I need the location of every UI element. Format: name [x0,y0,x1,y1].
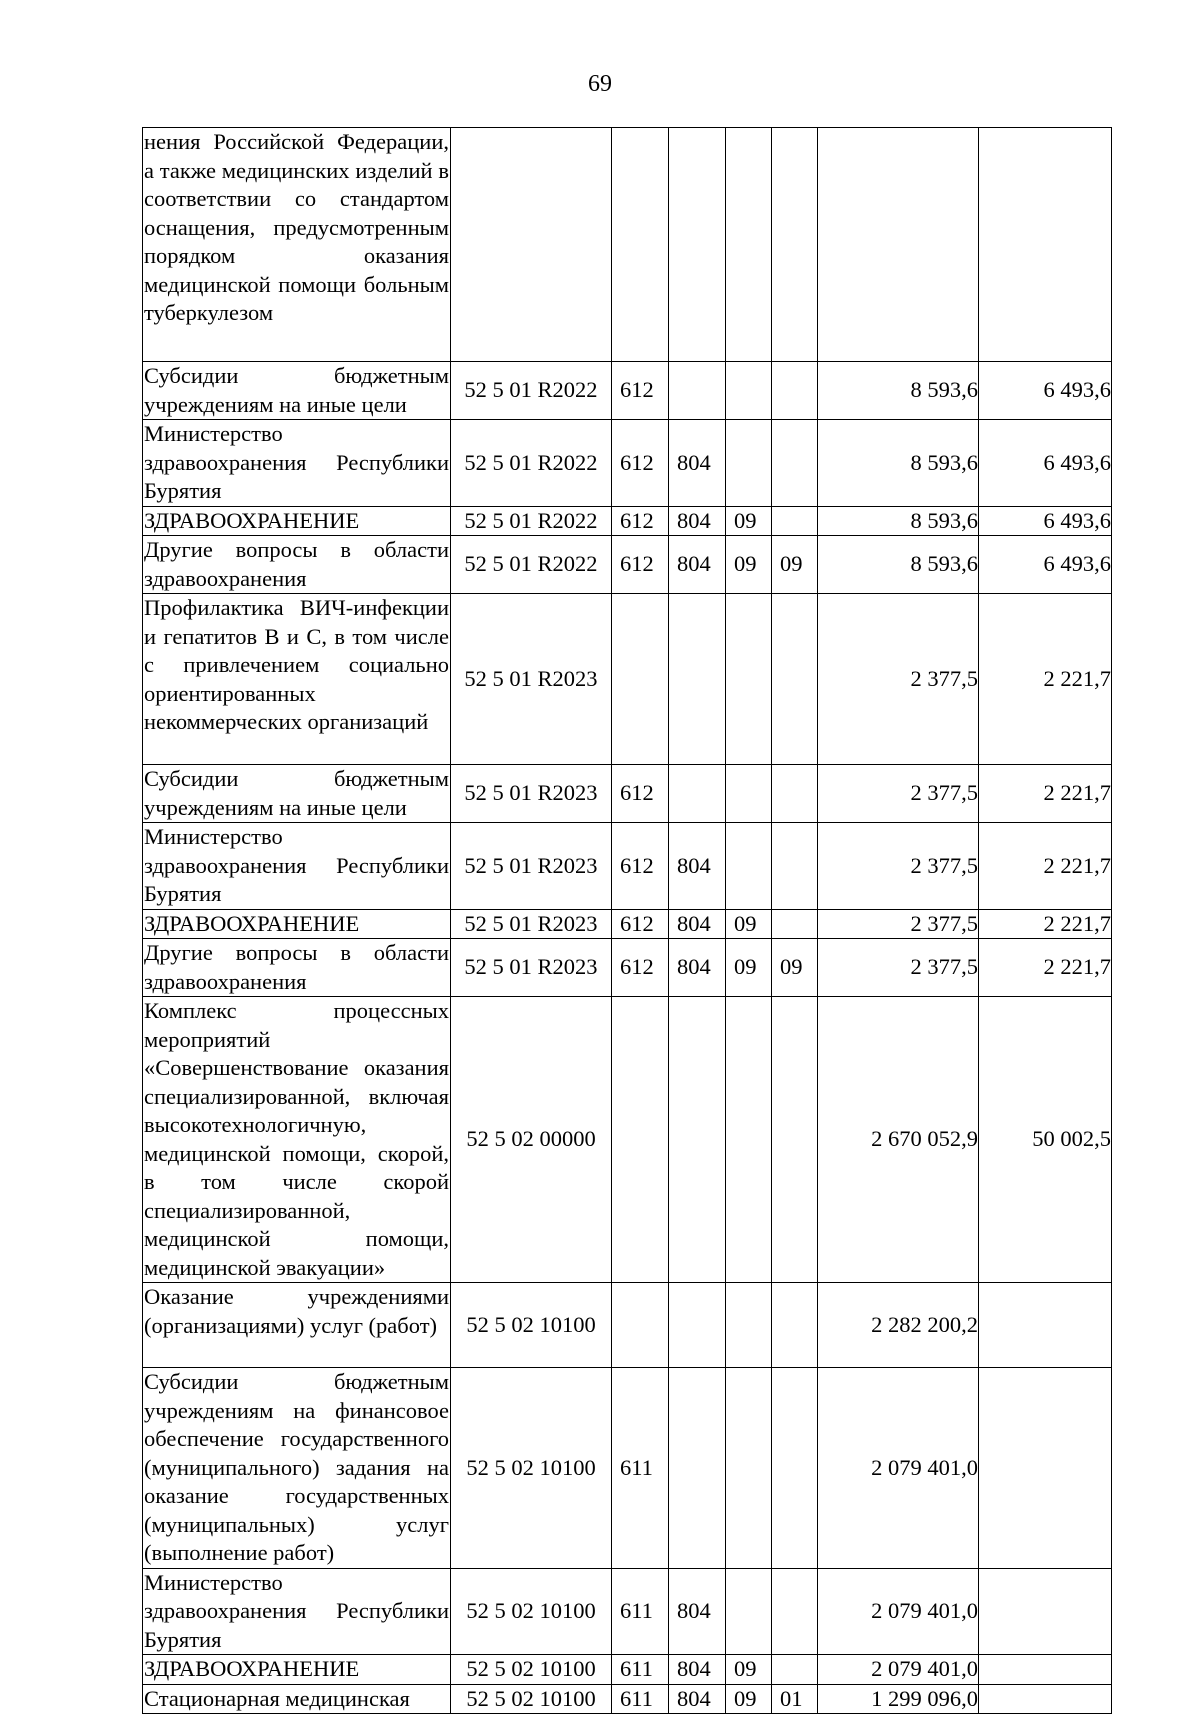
row-name-cell: нения Российской Федерации, а также медицинских изделий в соответствии со стандартом оснащения, предусмотренным порядком оказания медицинской помощи больным туберкулезом [143,128,451,362]
table-row [143,823,1112,910]
row-sum2-cell [979,1568,1112,1655]
row-sum2-cell: 50 002,5 [979,997,1112,1283]
row-vr-cell [612,997,669,1283]
row-code-cell: 52 5 01 R2023 [451,939,612,997]
table-row [143,997,1112,1283]
row-vr-cell: 612 [612,536,669,594]
row-code-cell: 52 5 01 R2023 [451,909,612,939]
row-vr-cell: 612 [612,506,669,536]
row-gr-cell [669,997,726,1283]
row-pr-cell [772,362,818,420]
row-rz-cell [726,362,772,420]
row-vr-cell: 611 [612,1655,669,1685]
row-gr-cell [669,765,726,823]
row-code-cell: 52 5 01 R2023 [451,765,612,823]
row-code-cell: 52 5 01 R2023 [451,823,612,910]
row-code-cell: 52 5 02 00000 [451,997,612,1283]
row-pr-cell: 09 [772,939,818,997]
table-row [143,1568,1112,1655]
row-pr-cell [772,909,818,939]
row-sum2-cell: 2 221,7 [979,594,1112,765]
row-name-cell: ЗДРАВООХРАНЕНИЕ [143,506,451,536]
row-vr-cell: 612 [612,362,669,420]
row-rz-cell: 09 [726,909,772,939]
row-sum2-cell [979,128,1112,362]
row-gr-cell [669,128,726,362]
row-vr-cell: 612 [612,823,669,910]
row-name-cell: Другие вопросы в области здравоохранения [143,939,451,997]
row-gr-cell: 804 [669,1655,726,1685]
row-rz-cell [726,594,772,765]
row-pr-cell [772,506,818,536]
row-sum1-cell: 2 377,5 [818,823,979,910]
row-vr-cell: 611 [612,1368,669,1569]
row-sum1-cell: 2 670 052,9 [818,997,979,1283]
row-sum2-cell: 6 493,6 [979,420,1112,507]
row-pr-cell [772,997,818,1283]
row-rz-cell: 09 [726,506,772,536]
row-name-cell: Министерство здравоохранения Республики Бурятия [143,823,451,910]
table-row [143,506,1112,536]
row-code-cell: 52 5 02 10100 [451,1684,612,1714]
row-sum1-cell: 2 377,5 [818,909,979,939]
row-rz-cell: 09 [726,939,772,997]
row-gr-cell: 804 [669,939,726,997]
row-rz-cell [726,420,772,507]
row-gr-cell [669,362,726,420]
row-vr-cell: 611 [612,1568,669,1655]
row-name-cell: Оказание учреждениями (организациями) услуг (работ) [143,1283,451,1368]
row-sum1-cell: 8 593,6 [818,536,979,594]
row-gr-cell: 804 [669,909,726,939]
row-sum1-cell: 2 079 401,0 [818,1655,979,1685]
row-sum2-cell [979,1655,1112,1685]
row-gr-cell: 804 [669,1684,726,1714]
row-gr-cell: 804 [669,823,726,910]
table-row [143,128,1112,362]
row-sum2-cell: 2 221,7 [979,939,1112,997]
table-row [143,909,1112,939]
row-vr-cell: 611 [612,1684,669,1714]
row-code-cell: 52 5 02 10100 [451,1368,612,1569]
row-sum1-cell: 2 377,5 [818,765,979,823]
row-name-cell: Профилактика ВИЧ-инфекции и гепатитов В и С, в том числе с привлечением социально ориентированных некоммерческих организаций [143,594,451,765]
row-pr-cell [772,765,818,823]
table-body [143,128,1112,1714]
row-code-cell: 52 5 01 R2022 [451,536,612,594]
table-row [143,420,1112,507]
row-sum1-cell: 8 593,6 [818,420,979,507]
row-vr-cell [612,128,669,362]
table-row [143,1655,1112,1685]
row-name-cell: Комплекс процессных мероприятий «Совершенствование оказания специализированной, включая высокотехнологичную, медицинской помощи, скорой, в том числе скорой специализированной, медицинской помощи, медицинской эвакуации» [143,997,451,1283]
row-sum2-cell: 2 221,7 [979,823,1112,910]
row-pr-cell [772,823,818,910]
row-rz-cell [726,1368,772,1569]
row-gr-cell: 804 [669,1568,726,1655]
row-sum1-cell: 2 079 401,0 [818,1568,979,1655]
table-row [143,594,1112,765]
row-pr-cell [772,1568,818,1655]
row-code-cell: 52 5 01 R2022 [451,362,612,420]
row-sum2-cell: 6 493,6 [979,506,1112,536]
table-row [143,1368,1112,1569]
row-vr-cell: 612 [612,765,669,823]
row-gr-cell: 804 [669,506,726,536]
row-sum1-cell [818,128,979,362]
row-rz-cell [726,1283,772,1368]
row-pr-cell [772,1655,818,1685]
row-name-cell: ЗДРАВООХРАНЕНИЕ [143,909,451,939]
row-rz-cell [726,128,772,362]
row-rz-cell [726,997,772,1283]
page-number: 69 [588,71,612,97]
table-row [143,765,1112,823]
row-rz-cell: 09 [726,1655,772,1685]
row-sum2-cell: 6 493,6 [979,362,1112,420]
row-sum2-cell [979,1684,1112,1714]
row-sum1-cell: 8 593,6 [818,506,979,536]
row-sum1-cell: 8 593,6 [818,362,979,420]
row-sum2-cell: 6 493,6 [979,536,1112,594]
row-gr-cell [669,1368,726,1569]
row-sum2-cell: 2 221,7 [979,765,1112,823]
row-vr-cell: 612 [612,420,669,507]
row-pr-cell [772,420,818,507]
row-sum1-cell: 2 377,5 [818,594,979,765]
row-sum2-cell: 2 221,7 [979,909,1112,939]
row-gr-cell: 804 [669,536,726,594]
budget-table [142,127,1112,1714]
table-row [143,536,1112,594]
row-rz-cell [726,765,772,823]
row-pr-cell [772,1283,818,1368]
row-rz-cell [726,823,772,910]
row-sum1-cell: 2 282 200,2 [818,1283,979,1368]
row-pr-cell [772,1368,818,1569]
table-row [143,1283,1112,1368]
row-gr-cell [669,1283,726,1368]
row-code-cell: 52 5 01 R2023 [451,594,612,765]
row-pr-cell [772,594,818,765]
row-gr-cell [669,594,726,765]
row-name-cell: ЗДРАВООХРАНЕНИЕ [143,1655,451,1685]
table-row [143,939,1112,997]
row-sum1-cell: 2 377,5 [818,939,979,997]
row-rz-cell [726,1568,772,1655]
row-code-cell: 52 5 02 10100 [451,1568,612,1655]
row-name-cell: Субсидии бюджетным учреждениям на иные цели [143,765,451,823]
row-name-cell: Стационарная медицинская [143,1684,451,1714]
row-name-cell: Субсидии бюджетным учреждениям на финансовое обеспечение государственного (муниципального) задания на оказание государственных (муниципальных) услуг (выполнение работ) [143,1368,451,1569]
row-sum1-cell: 2 079 401,0 [818,1368,979,1569]
row-rz-cell: 09 [726,536,772,594]
row-pr-cell: 09 [772,536,818,594]
table-row [143,362,1112,420]
row-name-cell: Министерство здравоохранения Республики Бурятия [143,420,451,507]
row-vr-cell [612,594,669,765]
row-name-cell: Министерство здравоохранения Республики Бурятия [143,1568,451,1655]
row-vr-cell: 612 [612,909,669,939]
row-pr-cell: 01 [772,1684,818,1714]
row-code-cell: 52 5 02 10100 [451,1283,612,1368]
row-name-cell: Субсидии бюджетным учреждениям на иные цели [143,362,451,420]
row-rz-cell: 09 [726,1684,772,1714]
row-gr-cell: 804 [669,420,726,507]
row-code-cell: 52 5 01 R2022 [451,420,612,507]
table-row [143,1684,1112,1714]
row-name-cell: Другие вопросы в области здравоохранения [143,536,451,594]
row-pr-cell [772,128,818,362]
row-sum2-cell [979,1283,1112,1368]
row-code-cell: 52 5 02 10100 [451,1655,612,1685]
row-vr-cell: 612 [612,939,669,997]
row-vr-cell [612,1283,669,1368]
row-code-cell: 52 5 01 R2022 [451,506,612,536]
row-sum1-cell: 1 299 096,0 [818,1684,979,1714]
row-sum2-cell [979,1368,1112,1569]
row-code-cell [451,128,612,362]
